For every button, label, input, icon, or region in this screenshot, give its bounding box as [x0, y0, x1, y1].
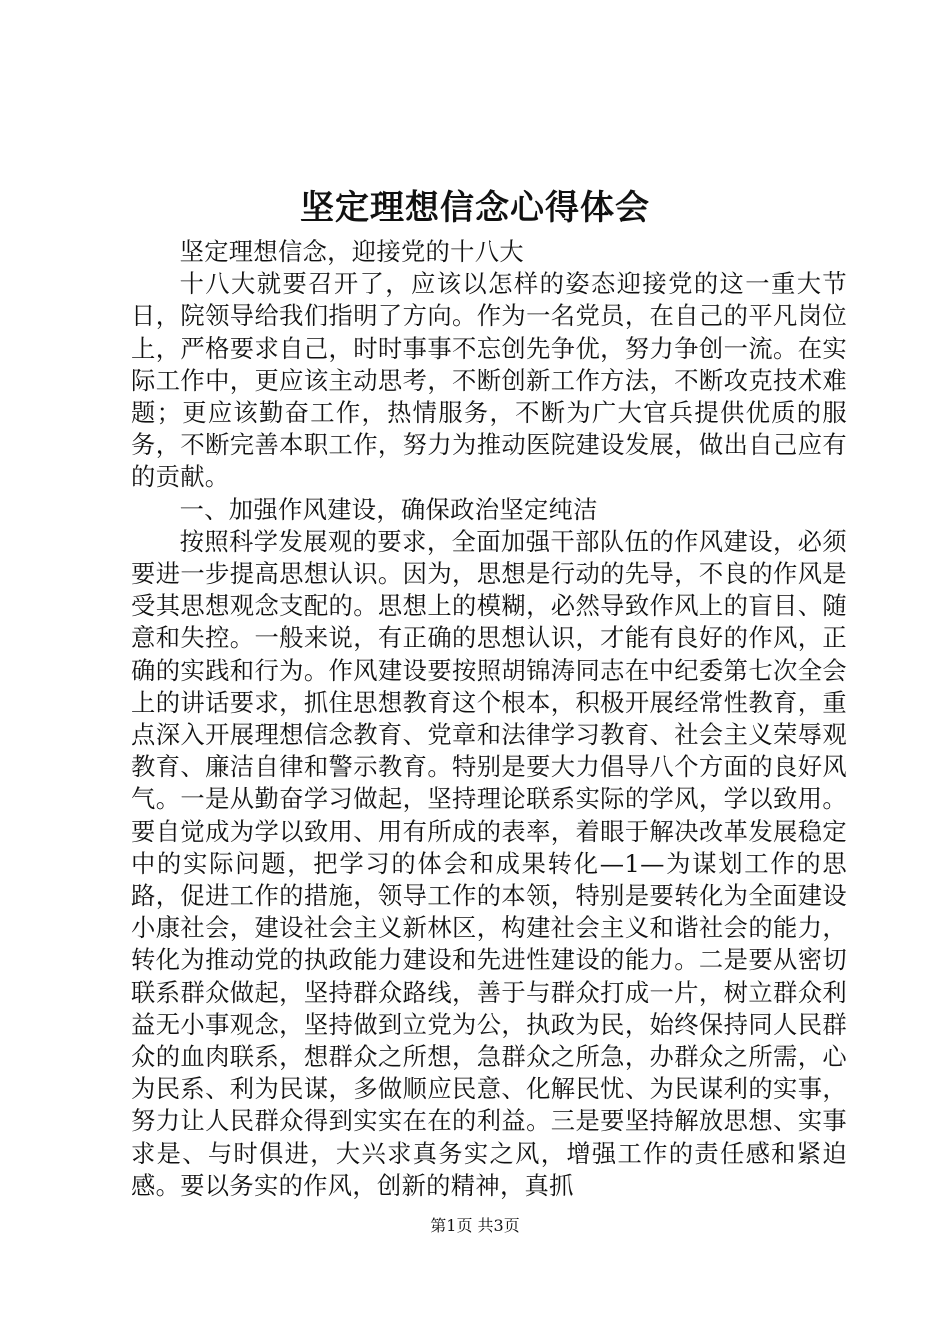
document-title: 坚定理想信念心得体会	[300, 188, 650, 228]
subtitle-paragraph: 坚定理想信念，迎接党的十八大	[179, 237, 524, 266]
document-body	[131, 236, 847, 1202]
body-paragraph: 按照科学发展观的要求，全面加强干部队伍的作风建设，必须要进一步提高思想认识。因为，思想是行动的先导，不良的作风是受其思想观念支配的。思想上的模糊，必然导致作风上的盲目、随意和失控。一般来说，有正确的思想认识，才能有良好的作风，正确的实践和行为。作风建设要按照胡锦涛同志在中纪委第七次全会上的讲话要求，抓住思想教育这个根本，积极开展经常性教育，重点深入开展理想信念教育、党章和法律学习教育、社会主义荣辱观教育、廉洁自律和警示教育。特别是要大力倡导八个方面的良好风气。一是从勤奋学习做起，坚持理论联系实际的学风，学以致用。要自觉成为学以致用、用有所成的表率，着眼于解决改革发展稳定中的实际问题，把学习的体会和成果转化—1—为谋划工作的思路，促进工作的措施，领导工作的本领，特别是要转化为全面建设小康社会，建设社会主义新林区，构建社会主义和谐社会的能力，转化为推动党的执政能力建设和先进性建设的能力。二是要从密切联系群众做起，坚持群众路线，善于与群众打成一片，树立群众利益无小事观念，坚持做到立党为公，执政为民，始终保持同人民群众的血肉联系，想群众之所想，急群众之所急，办群众之所需，心为民系、利为民谋，多做顺应民意、化解民忧、为民谋利的实事，努力让人民群众得到实实在在的利益。三是要坚持解放思想、实事求是、与时俱进，大兴求真务实之风，增强工作的责任感和紧迫感。要以务实的作风，创新的精神，真抓	[131, 526, 847, 1200]
intro-paragraph: 十八大就要召开了，应该以怎样的姿态迎接党的这一重大节日，院领导给我们指明了方向。作为一名党员，在自己的平凡岗位上，严格要求自己，时时事事不忘创先争优，努力争创一流。在实际工作中，更应该主动思考，不断创新工作方法，不断攻克技术难题；更应该勤奋工作，热情服务，不断为广大官兵提供优质的服务，不断完善本职工作，努力为推动医院建设发展，做出自己应有的贡献。	[131, 269, 847, 492]
page-footer: 第1页 共3页	[430, 1216, 520, 1235]
section-heading: 一、加强作风建设，确保政治坚定纯洁	[179, 494, 598, 524]
